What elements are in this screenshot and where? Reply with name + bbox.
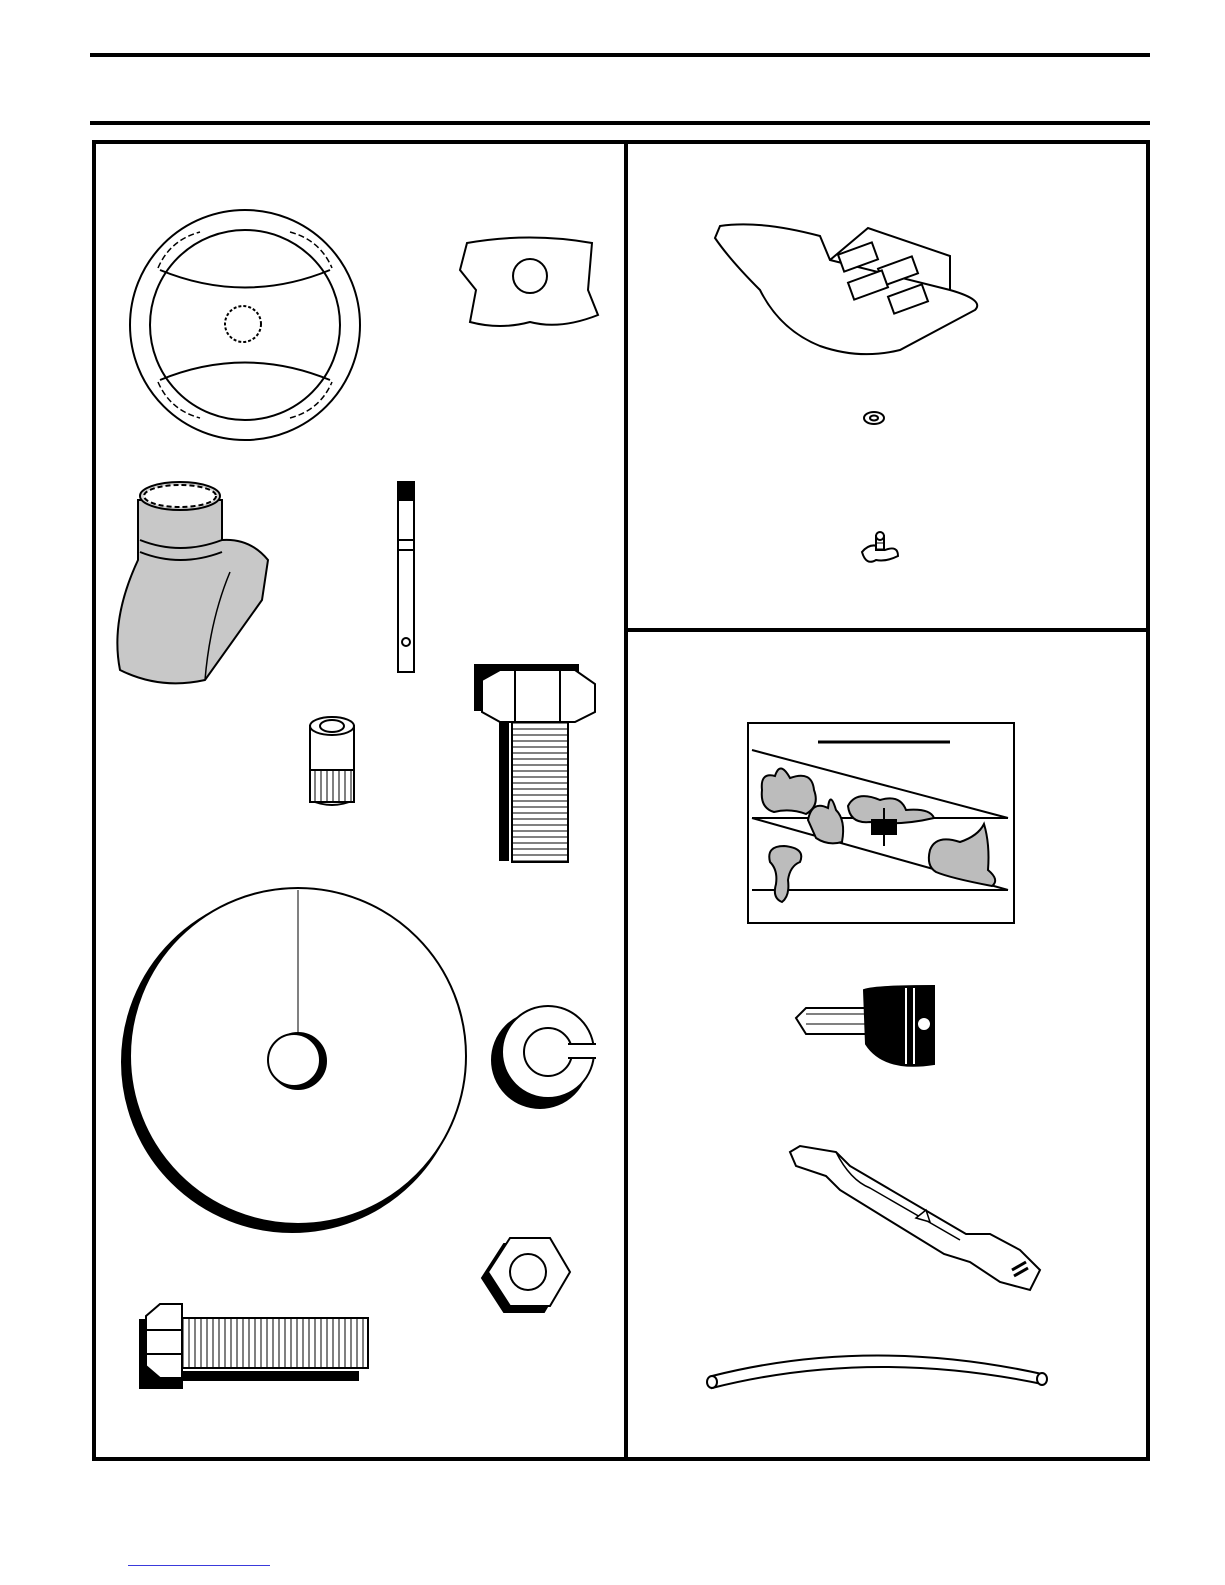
hex-bolt-icon: [475, 665, 595, 862]
extension-shaft-icon: [398, 482, 414, 672]
bushing-icon: [310, 717, 354, 805]
hex-bolt-icon: [140, 1304, 368, 1388]
hex-nut-icon: [482, 1238, 570, 1312]
terrain-decal-icon: [748, 723, 1014, 923]
wing-screw-icon: [862, 532, 898, 562]
blade-icon: [790, 1146, 1040, 1290]
steering-wheel-icon: [130, 210, 360, 440]
washer-icon: [864, 412, 884, 424]
key-icon: [796, 986, 934, 1066]
seat-icon: [715, 224, 977, 354]
tube-icon: [707, 1355, 1047, 1388]
steering-insert-icon: [460, 238, 598, 327]
steering-adapter-icon: [117, 482, 268, 683]
washer-icon: [122, 888, 466, 1232]
footer-link-underline[interactable]: [128, 1565, 270, 1566]
lock-washer-icon: [492, 1006, 598, 1108]
